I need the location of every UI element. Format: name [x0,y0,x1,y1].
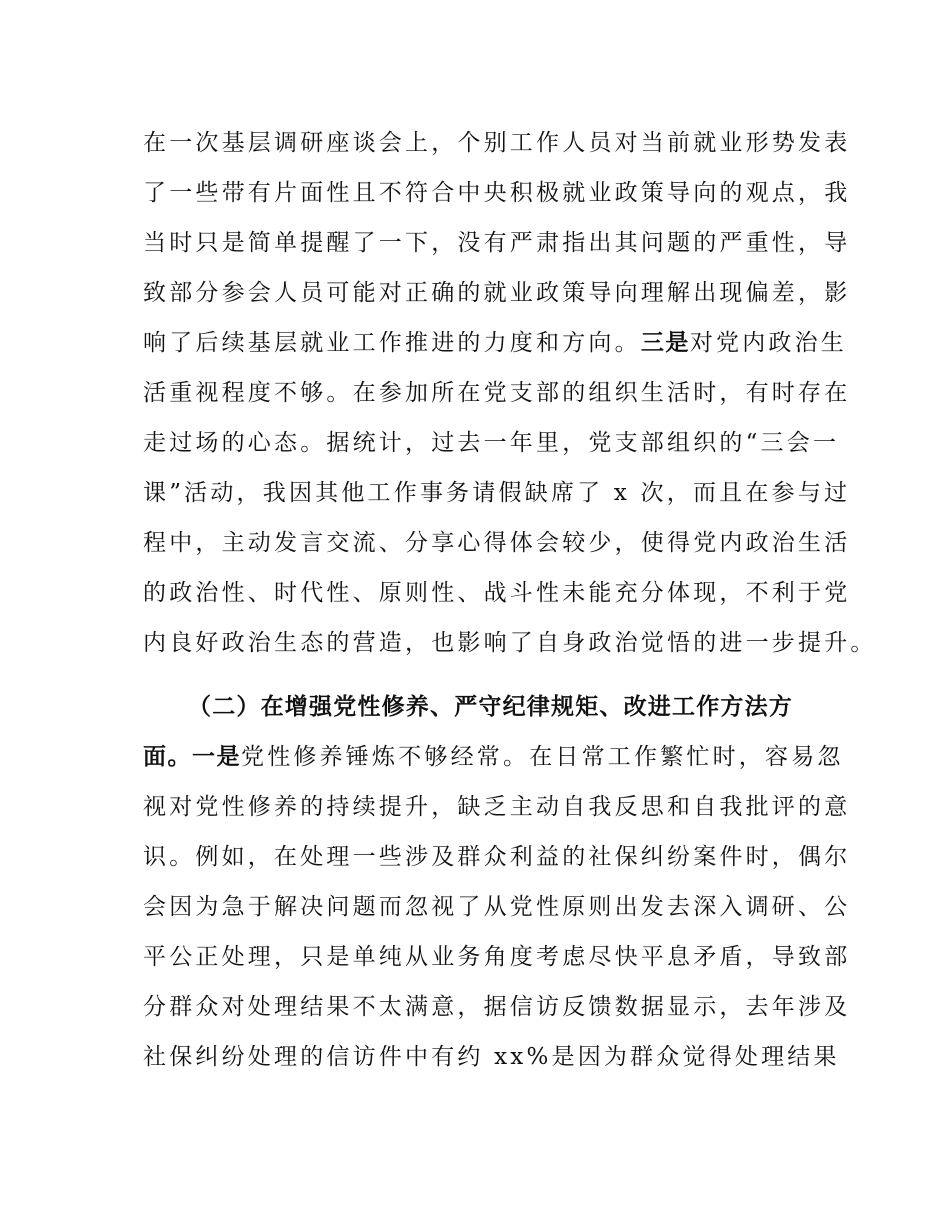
text-line: 程中，主动发言交流、分享心得体会较少，使得党内政治生活 [143,530,851,556]
text-line: 识。例如，在处理一些涉及群众利益的社保纠纷案件时，偶尔 [143,844,851,870]
text-span: 党性修养锤炼不够经常。在日常工作繁忙时，容易忽 [241,744,844,770]
text-line: 在一次基层调研座谈会上，个别工作人员对当前就业形势发表 [143,130,851,156]
text-line: 了一些带有片面性且不符合中央积极就业政策导向的观点，我 [143,180,851,206]
list-marker-three: 三是 [640,330,690,356]
text-line: 的政治性、时代性、原则性、战斗性未能充分体现，不利于党 [143,580,851,606]
text-line: 平公正处理，只是单纯从业务角度考虑尽快平息矛盾，导致部 [143,944,851,970]
text-line: 致部分参会人员可能对正确的就业政策导向理解出现偏差，影 [143,280,851,306]
text-line: 活重视程度不够。在参加所在党支部的组织生活时，有时存在 [143,380,851,406]
text-span: 响了后续基层就业工作推进的力度和方向。 [143,330,641,356]
text-line: 当时只是简单提醒了一下，没有严肃指出其问题的严重性，导 [143,230,851,256]
text-line: 会因为急于解决问题而忽视了从党性原则出发去深入调研、公 [143,894,851,920]
text-span: 对党内政治生 [689,330,848,356]
section-heading-end: 面。 [143,744,192,770]
text-line: 课”活动，我因其他工作事务请假缺席了 x 次，而且在参与过 [143,480,851,506]
text-line [143,732,844,782]
section-heading: （二）在增强党性修养、严守纪律规矩、改进工作方法方 [188,694,793,720]
list-marker-one: 一是 [192,744,241,770]
text-line: 内良好政治生态的营造，也影响了自身政治觉悟的进一步提升。 [143,630,877,656]
text-line [143,318,847,368]
text-line: 社保纠纷处理的信访件中有约 xx%是因为群众觉得处理结果 [143,1044,840,1070]
text-line: 视对党性修养的持续提升，缺乏主动自我反思和自我批评的意 [143,794,851,820]
text-line: 走过场的心态。据统计，过去一年里，党支部组织的“三会一 [143,430,840,456]
text-line: 分群众对处理结果不太满意，据信访反馈数据显示，去年涉及 [143,994,851,1020]
